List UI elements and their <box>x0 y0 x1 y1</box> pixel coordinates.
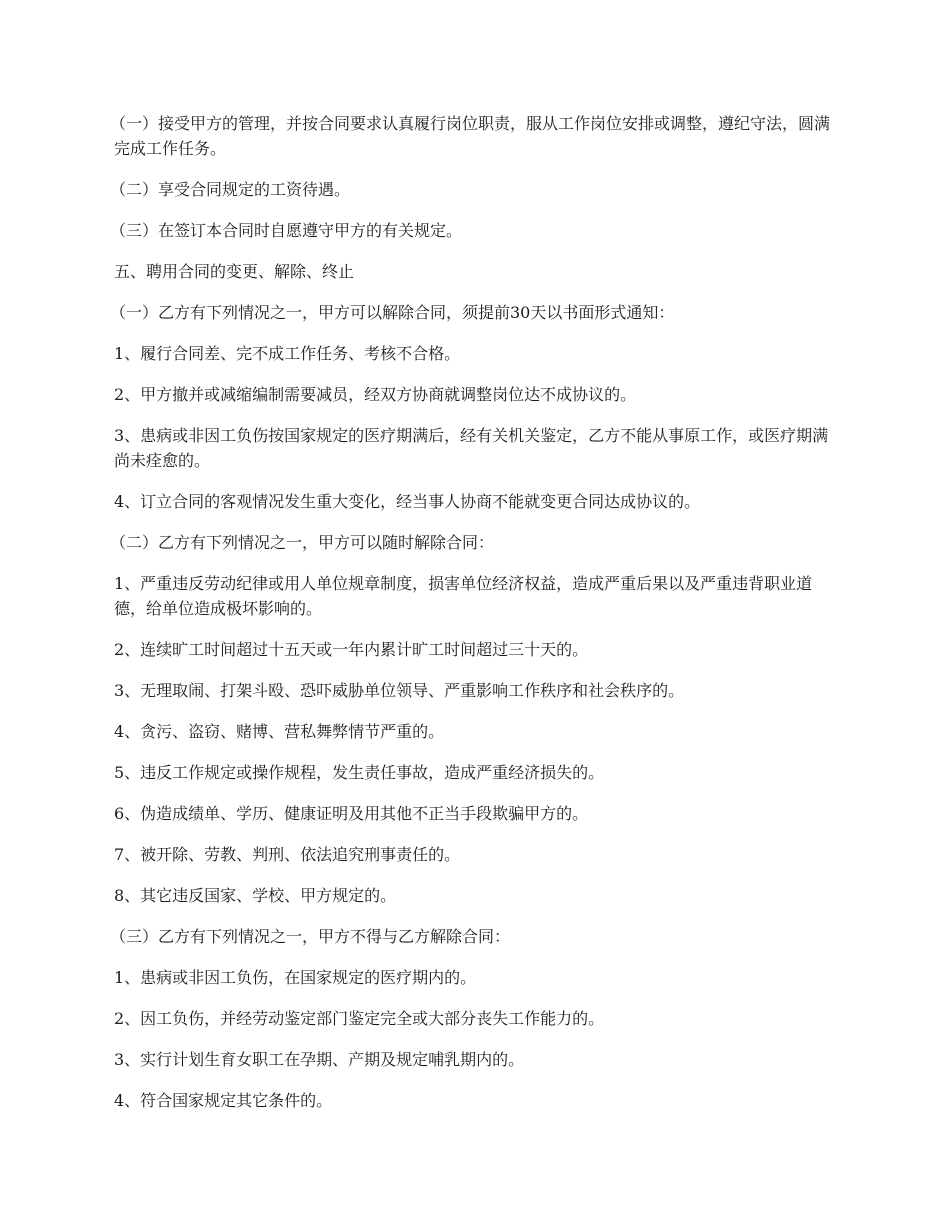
list-item: 3、无理取闹、打架斗殴、恐吓威胁单位领导、严重影响工作秩序和社会秩序的。 <box>114 681 685 700</box>
list-item: 7、被开除、劳教、判刑、依法追究刑事责任的。 <box>114 845 461 864</box>
list-item: 1、患病或非因工负伤，在国家规定的医疗期内的。 <box>114 968 477 987</box>
list-item: 2、连续旷工时间超过十五天或一年内累计旷工时间超过三十天的。 <box>114 640 589 659</box>
list-item: 1、履行合同差、完不成工作任务、考核不合格。 <box>114 344 461 363</box>
list-item: 2、因工负伤，并经劳动鉴定部门鉴定完全或大部分丧失工作能力的。 <box>114 1009 605 1028</box>
paragraph-termination-notice: （一）乙方有下列情况之一，甲方可以解除合同，须提前30天以书面形式通知： <box>110 303 675 322</box>
list-item: 4、符合国家规定其它条件的。 <box>114 1091 333 1110</box>
list-item: 4、订立合同的客观情况发生重大变化，经当事人协商不能就变更合同达成协议的。 <box>114 492 701 511</box>
paragraph-duty-2: （二）享受合同规定的工资待遇。 <box>110 180 351 199</box>
list-item: 4、贪污、盗窃、赌博、营私舞弊情节严重的。 <box>114 722 445 741</box>
paragraph-termination-prohibited: （三）乙方有下列情况之一，甲方不得与乙方解除合同： <box>110 927 511 946</box>
document-body <box>110 111 842 1129</box>
list-item: 1、严重违反劳动纪律或用人单位规章制度，损害单位经济权益，造成严重后果以及严重违背职业道德，给单位造成极坏影响的。 <box>114 574 813 618</box>
paragraph-termination-immediate: （二）乙方有下列情况之一，甲方可以随时解除合同： <box>110 533 495 552</box>
list-item: 2、甲方撤并或减缩编制需要减员，经双方协商就调整岗位达不成协议的。 <box>114 385 637 404</box>
paragraph-duty-1: （一）接受甲方的管理，并按合同要求认真履行岗位职责，服从工作岗位安排或调整，遵纪守法，圆满完成工作任务。 <box>110 114 831 158</box>
section-heading-5: 五、聘用合同的变更、解除、终止 <box>114 262 355 281</box>
list-item: 8、其它违反国家、学校、甲方规定的。 <box>114 886 397 905</box>
list-item: 3、患病或非因工负伤按国家规定的医疗期满后，经有关机关鉴定，乙方不能从事原工作，或医疗期满尚未痊愈的。 <box>114 426 829 470</box>
paragraph-duty-3: （三）在签订本合同时自愿遵守甲方的有关规定。 <box>110 221 463 240</box>
list-item: 5、违反工作规定或操作规程，发生责任事故，造成严重经济损失的。 <box>114 763 605 782</box>
list-item: 3、实行计划生育女职工在孕期、产期及规定哺乳期内的。 <box>114 1050 525 1069</box>
list-item: 6、伪造成绩单、学历、健康证明及用其他不正当手段欺骗甲方的。 <box>114 804 589 823</box>
